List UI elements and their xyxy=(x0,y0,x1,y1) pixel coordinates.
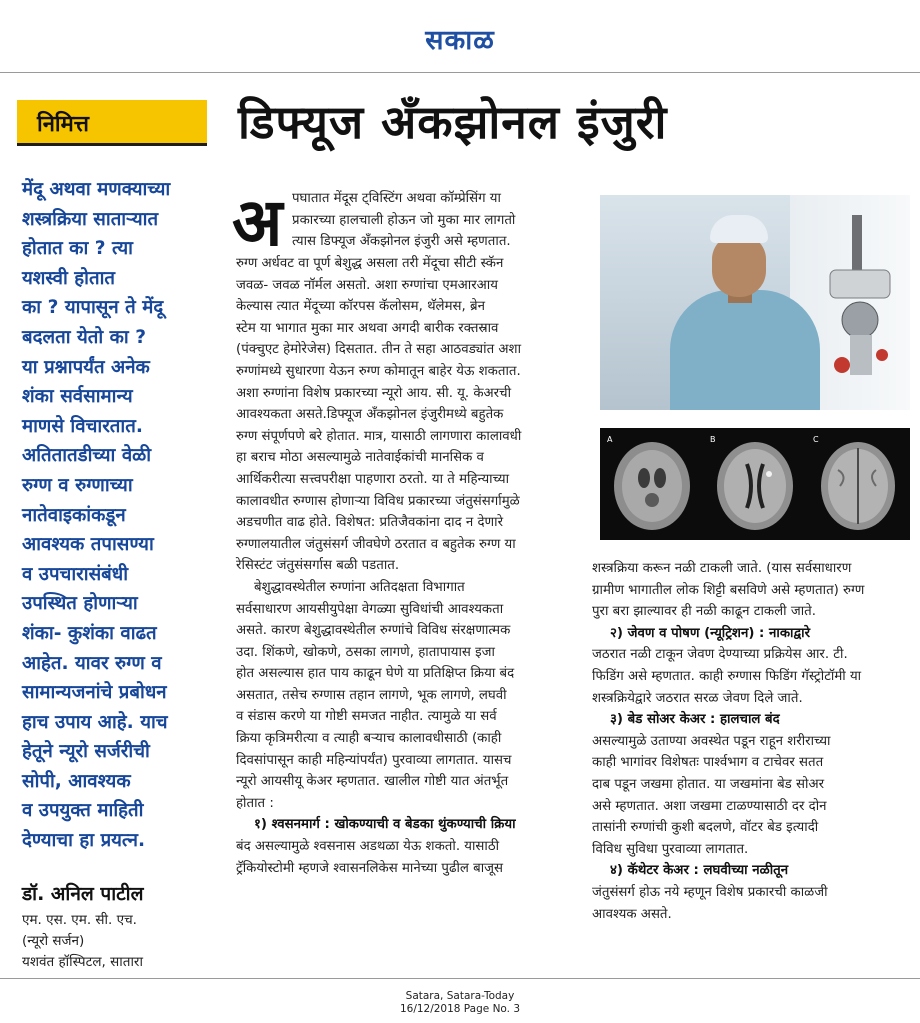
sidebar-line: माणसे विचारतात. xyxy=(22,415,143,437)
body-line: आर्थिकरीत्या सत्त्वपरीक्षा पाहणारा ठरतो. या ते महिन्याच्या xyxy=(236,471,510,487)
body-line: सर्वसाधारण आयसीयुपेक्षा वेगळ्या सुविधांची आवश्यकता xyxy=(236,601,504,617)
author-hospital: यशवंत हॉस्पिटल, सातारा xyxy=(22,954,143,970)
sidebar-line: आहेत. यावर रुग्ण व xyxy=(22,652,162,674)
body-line: जवळ- जवळ नॉर्मल असतो. अशा रुग्णांचा एमआरआय xyxy=(236,277,498,293)
body-line: व संडास करणे या गोष्टी समजत नाहीत. त्यामुळे या सर्व xyxy=(236,709,497,725)
body-line: केल्यास त्यात मेंदूच्या कॉरपस कॅलोसम, थॅलेमस, ब्रेन xyxy=(236,299,485,315)
sidebar-line: आवश्यक तपासण्या xyxy=(22,534,154,556)
sidebar-line: शंका सर्वसामान्य xyxy=(22,386,133,408)
mri-scan-strip xyxy=(600,428,910,540)
body-line: आवश्यक असते. xyxy=(592,906,672,922)
body-line: रेसिस्टंट जंतुसंसर्गास बळी पडतात. xyxy=(236,558,400,574)
section-label: निमित्त xyxy=(17,100,207,146)
body-line: असल्यामुळे उताण्या अवस्थेत पडून राहून शरीराच्या xyxy=(592,733,831,749)
mri-scan-a xyxy=(604,434,700,534)
body-line: हा बराच मोठा असल्यामुळे नातेवाईकांची मानसिक व xyxy=(236,450,484,466)
sidebar-line: रुग्ण व रुग्णाच्या xyxy=(22,474,133,496)
body-line: जंतुसंसर्ग होऊ नये म्हणून विशेष प्रकारची काळजी xyxy=(592,884,828,900)
body-line: अडचणीत वाढ होते. विशेषत: प्रतिजैवकांना दाद न देणारे xyxy=(236,515,504,531)
sidebar-line: हाच उपाय आहे. याच xyxy=(22,711,168,733)
scan-label: C xyxy=(813,435,819,444)
body-line: बेशुद्धावस्थेतील रुग्णांना अतिदक्षता विभागात xyxy=(254,579,465,595)
sidebar-line: मेंदू अथवा मणक्याच्या xyxy=(22,179,171,200)
sidebar-line: होतात का ? त्या xyxy=(22,238,133,260)
body-line: प्रकारच्या हालचाली होऊन जो मुका मार लागतो xyxy=(292,212,516,228)
body-line: शस्त्रक्रियेद्वारे जठरात सरळ जेवण दिले जाते. xyxy=(592,690,803,706)
sidebar-line: नातेवाइकांकडून xyxy=(22,504,126,526)
mri-scan-b xyxy=(707,434,803,534)
sidebar-line: शंका- कुशंका वाढत xyxy=(22,622,157,644)
body-line: रुग्णांमध्ये सुधारणा येऊन रुग्ण कोमातून बाहेर येऊ शकतात. xyxy=(236,363,521,379)
body-line: असते. कारण बेशुद्धावस्थेतील रुग्णांचे विविध संरक्षणात्मक xyxy=(236,623,511,639)
footer-location: Satara, Satara-Today xyxy=(405,990,515,1002)
sidebar-line: उपस्थित होणाऱ्या xyxy=(22,593,138,615)
subheading-nutrition: २) जेवण व पोषण (न्यूट्रिशन) : नाकाद्वारे xyxy=(610,625,811,641)
body-line: दाब पडून जखमा होतात. या जखमांना बेड सोअर xyxy=(592,776,825,792)
masthead-logo: सकाळ xyxy=(425,25,495,56)
top-divider xyxy=(0,72,920,73)
body-line: न्यूरो आयसीयू केअर म्हणतात. खालील गोष्टी यात अंतर्भूत xyxy=(236,774,509,790)
body-line: ग्रामीण भागातील लोक शिट्टी बसविणे असे म्हणतात) रुग्ण xyxy=(592,582,865,598)
sidebar-line: या प्रश्नापर्यंत अनेक xyxy=(22,356,150,378)
surgeon-photo xyxy=(600,195,910,410)
body-line: होत असल्यास हात पाय काढून घेणे या प्रतिक्षिप्त क्रिया बंद xyxy=(236,666,515,682)
sidebar-line: सामान्यजनांचे प्रबोधन xyxy=(22,682,167,704)
body-line: विविध सुविधा पुरवाव्या लागतात. xyxy=(592,841,749,857)
body-line: जठरात नळी टाकून जेवण देण्याच्या प्रक्रियेस आर. टी. xyxy=(592,647,848,663)
body-line: अशा रुग्णांना विशेष प्रकारच्या न्यूरो आय. सी. यू. केअरची xyxy=(236,385,512,401)
scan-label: B xyxy=(710,435,716,444)
sidebar-line: यशस्वी होतात xyxy=(22,267,115,289)
body-line: पुरा बरा झाल्यावर ही नळी काढून टाकली जाते. xyxy=(592,604,816,620)
body-line: क्रिया कृत्रिमरीत्या व त्याही बऱ्याच कालावधीसाठी (काही xyxy=(236,731,502,747)
body-line: रुग्ण अर्धवट वा पूर्ण बेशुद्ध असला तरी मेंदूचा सीटी स्कॅन xyxy=(236,256,504,271)
subheading-catheter: ४) कॅथेटर केअर : लघवीच्या नळीतून xyxy=(610,863,789,879)
subheading-bed-sore: ३) बेड सोअर केअर : हालचाल बंद xyxy=(610,712,780,728)
body-line: बंद असल्यामुळे श्वसनास अडथळा येऊ शकतो. यासाठी xyxy=(236,839,500,855)
microscope-illustration xyxy=(822,215,902,395)
sidebar-line: हेतूने न्यूरो सर्जरीची xyxy=(22,741,150,763)
page-footer xyxy=(0,990,920,1016)
bottom-divider xyxy=(0,978,920,979)
body-line: ट्रॅकियोस्टोमी म्हणजे श्वासनलिकेस मानेच्या पुढील बाजूस xyxy=(236,860,504,876)
body-line: असतात, तसेच रुग्णास तहान लागणे, भूक लागणे, लघवी xyxy=(236,687,507,703)
sidebar-line: अतितातडीच्या वेळी xyxy=(22,445,152,467)
sidebar-line: बदलता येतो का ? xyxy=(22,326,147,348)
author-qualification: एम. एस. एम. सी. एच. xyxy=(22,912,137,928)
body-line: (पंक्चुएट हेमोरेजेस) दिसतात. तीन ते सहा आठवड्यांत अशा xyxy=(236,342,522,358)
body-line: तासांनी रुग्णांची कुशी बदलणे, वॉटर बेड इत्यादी xyxy=(592,820,819,836)
article-lead xyxy=(292,188,592,253)
body-line: त्यास डिफ्यूज अँकझोनल इंजुरी असे म्हणतात. xyxy=(292,234,511,250)
sidebar-line: व उपयुक्त माहिती xyxy=(22,800,144,822)
body-line: होतात : xyxy=(236,795,274,811)
subheading-respiratory: १) श्वसनमार्ग : खोकण्याची व बेडका थुंकण्याची क्रिया xyxy=(254,817,516,833)
body-line: आवश्यकता असते.डिफ्यूज अँकझोनल इंजुरीमध्ये बहुतेक xyxy=(236,407,504,423)
drop-cap: अ xyxy=(232,184,283,261)
body-line: असे म्हणतात. अशा जखमा टाळण्यासाठी दर दोन xyxy=(592,798,827,814)
body-line: पघातात मेंदूस ट्विस्टिंग अथवा कॉम्प्रेसिंग या xyxy=(292,191,501,206)
sidebar-line: शस्त्रक्रिया साताऱ्यात xyxy=(22,208,159,230)
body-line: दिवसांपासून काही महिन्यांपर्यंत) पुरवाव्या लागतात. यासच xyxy=(236,752,512,768)
body-line: शस्त्रक्रिया करून नळी टाकली जाते. (यास सर्वसाधारण xyxy=(592,561,852,576)
body-line: काही भागांवर विशेषतः पार्श्वभाग व टाचेवर सतत xyxy=(592,755,824,771)
author-name: डॉ. अनिल पाटील xyxy=(22,883,144,905)
sidebar-line: देण्याचा हा प्रयत्न. xyxy=(22,830,146,852)
sidebar-line: सोपी, आवश्यक xyxy=(22,770,131,792)
scan-label: A xyxy=(607,435,613,444)
body-line: फिडिंग असे म्हणतात. काही रुग्णास फिडिंग गॅस्ट्रोटॉमी या xyxy=(592,668,862,684)
sidebar-line: व उपचारासंबंधी xyxy=(22,563,129,585)
author-designation: (न्यूरो सर्जन) xyxy=(22,933,85,949)
body-line: रुग्णालयातील जंतुसंसर्ग जीवघेणे ठरतात व बहुतेक रुग्ण या xyxy=(236,536,516,552)
body-line: रुग्ण संपूर्णपणे बरे होतात. मात्र, यासाठी लागणारा कालावधी xyxy=(236,428,522,444)
body-line: उदा. शिंकणे, खोकणे, ठसका लागणे, हातापायास इजा xyxy=(236,644,495,660)
author-details xyxy=(22,910,143,973)
body-line: स्टेम या भागात मुका मार अथवा अगदी बारीक रक्तस्राव xyxy=(236,320,499,336)
body-line: कालावधीत रुग्णास होणाऱ्या विविध प्रकारच्या जंतुसंसर्गामुळे xyxy=(236,493,520,509)
sidebar-line: का ? यापासून ते मेंदू xyxy=(22,297,164,319)
article-headline: डिफ्यूज अँकझोनल इंजुरी xyxy=(238,95,668,149)
article-column-1 xyxy=(236,253,596,879)
sidebar-intro xyxy=(22,175,212,856)
footer-date-page: 16/12/2018 Page No. 3 xyxy=(399,1003,521,1015)
article-column-2 xyxy=(592,558,912,925)
mri-scan-c xyxy=(810,434,906,534)
